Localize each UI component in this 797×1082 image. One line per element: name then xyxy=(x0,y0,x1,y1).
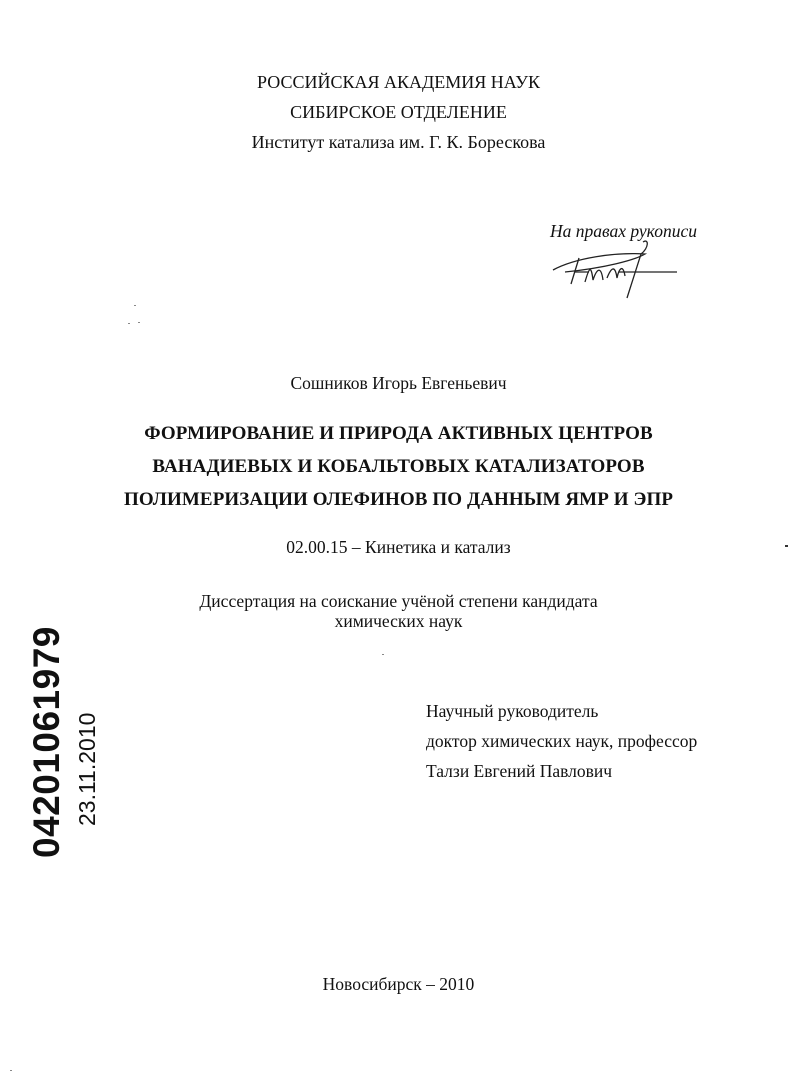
registration-date-stamp: 23.11.2010 xyxy=(74,712,100,826)
author-name: Сошников Игорь Евгеньевич xyxy=(290,373,507,393)
specialty-code: 02.00.15 – Кинетика и катализ xyxy=(286,537,511,557)
supervisor-label: Научный руководитель xyxy=(426,701,599,721)
supervisor-title: доктор химических наук, профессор xyxy=(426,731,698,751)
degree-line-2: химических наук xyxy=(334,611,463,631)
dissertation-title-line-1: ФОРМИРОВАНИЕ И ПРИРОДА АКТИВНЫХ ЦЕНТРОВ xyxy=(144,423,653,444)
dissertation-title-line-3: ПОЛИМЕРИЗАЦИИ ОЛЕФИНОВ ПО ДАННЫМ ЯМР И ЭПР xyxy=(123,489,674,510)
degree-line-1: Диссертация на соискание учёной степени кандидата xyxy=(199,591,598,611)
city-year: Новосибирск – 2010 xyxy=(322,974,475,994)
dissertation-title-line-2: ВАНАДИЕВЫХ И КОБАЛЬТОВЫХ КАТАЛИЗАТОРОВ xyxy=(152,456,645,477)
supervisor-name: Талзи Евгений Павлович xyxy=(426,761,613,781)
registration-number-stamp: 04201061979 xyxy=(26,626,67,858)
signature-icon xyxy=(545,238,685,308)
branch-name: СИБИРСКОЕ ОТДЕЛЕНИЕ xyxy=(290,102,507,122)
institute-name: Институт катализа им. Г. К. Борескова xyxy=(251,132,546,152)
manuscript-rights-note: На правах рукописи xyxy=(550,221,697,241)
academy-name: РОССИЙСКАЯ АКАДЕМИЯ НАУК xyxy=(257,72,540,92)
